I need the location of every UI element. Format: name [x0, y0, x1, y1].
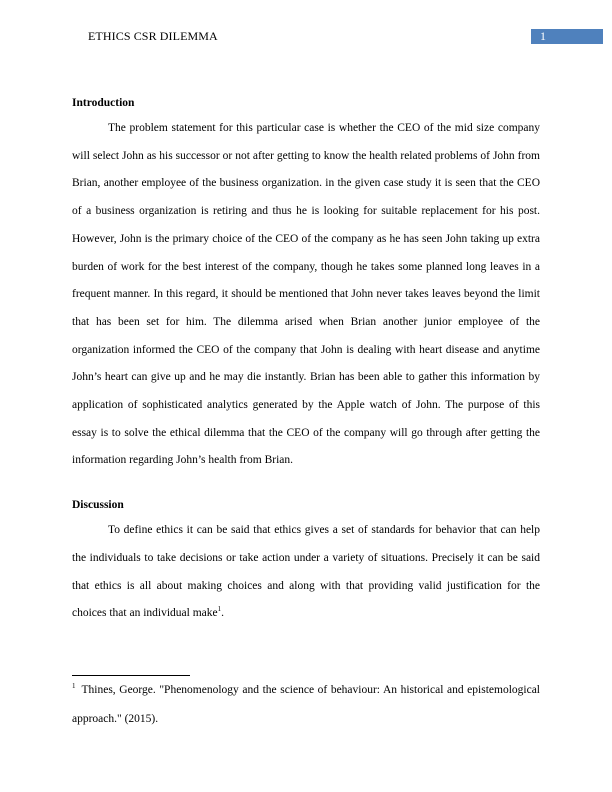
page-number-badge: [531, 29, 603, 44]
introduction-paragraph: The problem statement for this particular case is whether the CEO of the mid size company will select John as his successor or not after getting to know the health related problems of John from Brian, another employee of the business organization. in the given case study it is seen that the CEO of a business organization is retiring and thus he is looking for suitable replacement for his post. However, John is the primary choice of the CEO of the company as he has seen John taking up extra burden of work for the best interest of the company, though he takes some planned long leaves in a frequent manner. In this regard, it should be mentioned that John never takes leaves beyond the limit that has been set for him. The dilemma arised when Brian another junior employee of the organization informed the CEO of the company that John is dealing with heart disease and anytime John’s heart can give up and he may die instantly. Brian has been able to gather this information by application of sophisticated analytics generated by the Apple watch of John. The purpose of this essay is to solve the ethical dilemma that the CEO of the company will go through after getting the information regarding John’s health from Brian.: [72, 122, 540, 467]
discussion-paragraph: [72, 517, 540, 628]
discussion-end-punctuation: .: [221, 607, 224, 620]
footnote-reference[interactable]: 1: [217, 605, 222, 614]
footnote-text: Thines, George. "Phenomenology and the science of behaviour: An historical and epistemological approach." (2015).: [72, 684, 540, 725]
discussion-text: To define ethics it can be said that ethics gives a set of standards for behavior that can help the individuals to take decisions or take action under a variety of situations. Precisely it can be said that ethics is all about making choices and along with that providing valid justification for the choices that an individual make: [72, 524, 540, 620]
page-number: 1: [540, 29, 546, 43]
footnote-marker: 1: [72, 682, 76, 691]
introduction-heading: Introduction: [72, 97, 135, 109]
running-header-title: ETHICS CSR DILEMMA: [88, 29, 218, 43]
footnote: [72, 676, 540, 734]
discussion-heading: Discussion: [72, 499, 124, 512]
body-content: [72, 95, 540, 628]
